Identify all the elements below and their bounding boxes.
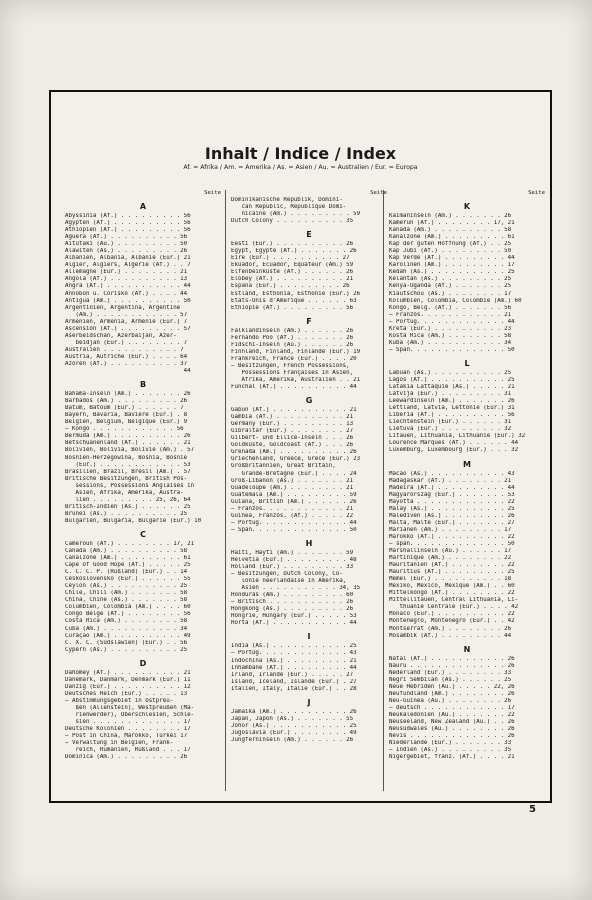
index-entry: Liberia (Af.) . . . . . . . . . . 56	[389, 412, 515, 419]
index-entry: Aitutaki (Au.) . . . . . . . . . 50	[65, 241, 188, 248]
index-entry: nicaine (Am.) . . . . . . . . . 59	[231, 211, 361, 218]
index-entry: Malediven (As.) . . . . . . . . . 26	[389, 512, 515, 519]
section-letter: E	[306, 230, 312, 240]
index-entry: Mittellitauen, Central Lithuania, Li-	[389, 597, 519, 604]
index-entry: Annobon u. Corisko (Af.) . . . . 44	[65, 290, 188, 297]
index-entry: España (Eur.) . . . . . . . . . 26	[231, 283, 350, 290]
index-entry: Mayotta . . . . . . . . . . . . . 22	[389, 498, 515, 505]
index-entry: C. X. C. (Südslawien) (Eur.) . . 56	[65, 639, 188, 646]
index-entry: Belgien, Belgium, Belgique (Eur.) 9	[65, 419, 188, 426]
index-entry: Eesti (Eur.) . . . . . . . . . . 26	[231, 241, 354, 248]
index-entry: Lietuva (Eur.) . . . . . . . . . 32	[389, 426, 512, 433]
index-entry: — Französ. . . . . . . . . . . . 21	[389, 311, 512, 318]
index-entry: Neukaledonien (Au.) . . . . . . . 22	[389, 712, 515, 718]
index-entry: Dominikanische Republik, Domini-	[231, 197, 343, 203]
index-entry: États-Unis d'Amérique . . . . . . 63	[231, 297, 357, 304]
index-entry: Hongkong (As.) . . . . . . . . . 26	[231, 606, 354, 613]
index-entry: Karolinen (Am.) . . . . . . . . . 17	[389, 262, 515, 269]
index-entry: Argentinien, Argentina, Argentine	[65, 304, 181, 311]
index-entry: Montenegro, Monténégro (Eur.) . . 42	[389, 618, 515, 625]
index-entry: Angra (Af.) . . . . . . . . . . . 44	[65, 283, 191, 290]
index-column-3	[389, 190, 545, 793]
index-entry: Latakia Lattaquie (As.) . . . . . 21	[389, 384, 515, 391]
index-entry: — Indien (As.) . . . . . . . . . 35	[389, 747, 512, 754]
index-entry: Indochina (As.) . . . . . . . . . 21	[231, 657, 357, 664]
index-entry: rienwerder), Oberschlesien, Schle-	[65, 712, 195, 718]
index-entry: Negri Sembilan (As.) . . . . . . 25	[389, 676, 512, 683]
index-entry: Nigergebiet, franz. (Af.) . . . . 21	[389, 754, 515, 761]
index-entry: Bulgarien, Bulgaria, Bulgarie (Eur.) 10	[65, 517, 202, 524]
index-entry: Labuan (As.) . . . . . . . . . . 25	[389, 369, 512, 376]
section-letter: B	[139, 380, 147, 390]
index-entry: Guatemala (Am.) . . . . . . . . . 59	[231, 491, 357, 498]
index-entry: Liechtenstein (Eur.) . . . . . . 31	[389, 419, 512, 426]
index-entry: Allemagne (Eur.) . . . . . . . . 21	[65, 269, 188, 276]
section-letter: H	[305, 538, 313, 548]
index-entry: Albanien, Albania, Albanie (Eur.) 21	[65, 255, 191, 262]
index-entry: Litauen, Lithuania, Lithuanie (Eur.) 32	[389, 433, 526, 440]
index-entry: Goldküste, Goldcoast (Af.) . . . 26	[231, 442, 354, 449]
section-letter: N	[463, 644, 471, 654]
section-letter: A	[139, 202, 147, 211]
index-entry: Guadeloupe (Am.) . . . . . . . . 21	[231, 484, 354, 491]
index-entry: Austria, Autriche (Eur.) . . . . 64	[65, 353, 188, 360]
index-entry: Italien, Italy, Italie (Eur.) . . 28	[231, 685, 357, 692]
index-entry: Kap der guten Hoffnung (Af.) . . 25	[389, 241, 512, 248]
index-entry: Abyssinia (Af.) . . . . . . . . . 56	[65, 213, 191, 219]
index-entry: Britisch-Indien (As.) . . . . . . 25	[65, 503, 191, 510]
index-entry: — Franzos. . . . . . . . . . . . 21	[231, 505, 354, 512]
index-entry: Jungferninseln (Am.) . . . . . . 26	[231, 736, 354, 743]
index-entry: Antigua (Am.) . . . . . . . . . . 50	[65, 297, 191, 304]
index-entry: Possessions Françaises in Asien,	[231, 369, 354, 376]
index-entry: Kap Verde (Af.) . . . . . . . . . 44	[389, 255, 515, 262]
index-entry: Elobey (Af.) . . . . . . . . . . 21	[231, 276, 354, 283]
index-entry: Kap Jubi (Af.) . . . . . . . . . 50	[389, 248, 512, 255]
index-entry: Latvija (Eur.) . . . . . . . . . 31	[389, 391, 512, 398]
seite-header: Seite	[528, 190, 545, 196]
index-entry: Island, Iceland, Islande (Eur.) . 27	[231, 678, 357, 685]
index-entry: Bosnien-Herzegowina, Bosnia, Bosnie	[65, 454, 188, 461]
index-entry: Australien . . . . . . . . . . . 7	[65, 346, 184, 353]
index-entry: Asien . . . . . . . . . . . 34, 35	[231, 585, 361, 592]
index-entry: Leewardinseln (Am.) . . . . . . . 26	[389, 398, 515, 405]
index-entry: Malta, Malte (Eur.) . . . . . . . 27	[389, 519, 515, 526]
index-entry: Madagaskar (Af.) . . . . . . . . 21	[389, 477, 512, 484]
index-entry: Neu-Guinea (Au.) . . . . . . . . 26	[389, 697, 512, 704]
index-entry: Azoren (Af.) . . . . . . . . . . 37	[65, 360, 188, 367]
index-entry: Curaçao (Am.) . . . . . . . . . . 49	[65, 632, 191, 639]
index-entry: Mauritius (Af.) . . . . . . . . . 25	[389, 569, 515, 576]
index-entry: 44	[65, 368, 191, 375]
index-entry: Egypt, Égypte (Af.) . . . . . . . 26	[231, 248, 357, 255]
index-entry: Horta (Af.) . . . . . . . . . . . 44	[231, 620, 357, 627]
index-entry: Gibraltar (Eur.) . . . . . . . . 27	[231, 428, 354, 435]
index-entry: Dutch Colony . . . . . . . . . . 35	[231, 218, 354, 225]
index-entry: Bayern, Bavaria, Bavière (Eur.) . 8	[65, 412, 188, 419]
index-entry: Fidschi-Inseln (Au.) . . . . . . 26	[231, 341, 354, 348]
index-entry: — Post in China, Marokko, Türkei 17	[65, 733, 188, 740]
index-entry: Chile, Chili (Am.) . . . . . . . 58	[65, 590, 188, 597]
index-entry: Lettland, Latvia, Lettonie (Eur.) 31	[389, 405, 515, 412]
index-entry: Holland (Eur.) . . . . . . . . . 33	[231, 564, 354, 571]
index-entry: Bermuda (Am.) . . . . . . . . . . 26	[65, 433, 191, 440]
index-entry: Frankreich, France (Eur.) . . . . 20	[231, 355, 357, 362]
index-entry: Neuseeland, New Zealand (Au.) . . 26	[389, 719, 515, 726]
index-entry: Gilbert- und Ellice-Inseln . . . 26	[231, 435, 354, 442]
index-entry: Finnland, Finland, Finlande (Eur.) 19	[231, 348, 361, 355]
page-title: Inhalt / Indice / Index	[204, 144, 397, 163]
index-entry: Kolumbien, Colombia, Colombie (Am.) 60	[389, 297, 522, 304]
index-entry: Estland, Esthonia, Esthonie (Eur.) 26	[231, 290, 361, 297]
index-entry: Griechenland, Greece, Grèce (Eur.) 23	[231, 456, 361, 463]
index-entry: Nevis . . . . . . . . . . . . . . 26	[389, 733, 515, 740]
index-entry: Batum, Batoum (Eur.) . . . . . . 7	[65, 405, 184, 412]
index-entry: Magyarország (Eur.) . . . . . . . 53	[389, 491, 515, 498]
index-column-2	[231, 190, 387, 793]
seite-header: Seite	[370, 190, 387, 196]
index-entry: Angola (Af.) . . . . . . . . . . 13	[65, 276, 188, 283]
index-entry: Helvetia (Eur.) . . . . . . . . . 48	[231, 556, 357, 563]
index-entry: Germany (Eur.) . . . . . . . . . 13	[231, 421, 354, 428]
index-entry: Brasilien, Brazil, Brésil (Am.) . 57	[65, 468, 191, 475]
index-column-1	[65, 190, 221, 793]
index-entry: — Abstimmungsgebiet in Ostpreu-	[65, 697, 174, 704]
index-entry: Malay (As.) . . . . . . . . . . . 25	[389, 505, 515, 512]
index-entry: Johor (As.) . . . . . . . . . . . 25	[231, 722, 357, 729]
index-entry: — Besitzungen, French Possessions,	[231, 362, 350, 369]
index-entry: Mauritanien (Af.) . . . . . . . . 22	[389, 562, 515, 569]
section-letter: F	[306, 316, 312, 326]
index-entry: Cypern (As.) . . . . . . . . . . 25	[65, 646, 188, 653]
index-entry: Irland, Irlande (Eur.) . . . . . 27	[231, 671, 354, 678]
index-entry: Marshallinseln (Au.) . . . . . . 17	[389, 548, 512, 555]
index-entry: Grenada (Am.) . . . . . . . . . . 26	[231, 449, 357, 456]
index-entry: Ascension (Af.) . . . . . . . . . 57	[65, 325, 191, 332]
index-entry: Groß-Libanon (As.) . . . . . . . 21	[231, 477, 354, 484]
index-entry: Canada (Am.) . . . . . . . . . . 58	[65, 548, 188, 555]
index-entry: Aserbeidschan, Azerbaijan, Azer-	[65, 332, 177, 339]
index-entry: — Britisch . . . . . . . . . . . 26	[231, 599, 354, 606]
index-entry: Cape of Good Hope (Af.) . . . . . 25	[65, 562, 191, 569]
index-entry: Kenya-Uganda (Af.) . . . . . . . 25	[389, 283, 512, 290]
index-entry: Niederlande (Eur.) . . . . . . . 33	[389, 740, 512, 747]
index-entry: Kanalzone (Am.) . . . . . . . . . 61	[389, 234, 515, 241]
index-entry: Ekuador, Ecuador, Equateur (Am.) 59	[231, 262, 354, 269]
index-entry: — Kongo . . . . . . . . . . . . 56	[65, 426, 184, 433]
section-letter: M	[463, 459, 471, 469]
index-entry: Luxemburg, Luxembourg (Eur.) . . . 32	[389, 447, 519, 454]
index-entry: thuanie Centrale (Eur.) . . . . 42	[389, 604, 519, 611]
index-entry: Kiautschou (As.) . . . . . . . . 17	[389, 290, 512, 297]
index-entry: Bolivien, Bolivia, Bolivie (Am.) . 57	[65, 447, 195, 454]
index-entry: — Span. . . . . . . . . . . . . . 50	[389, 346, 515, 353]
index-entry: — span. . . . . . . . . . . . . . 50	[389, 540, 515, 547]
index-entry: Congo Belge (Af.) . . . . . . . . 56	[65, 611, 191, 618]
index-entry: (Am.) . . . . . . . . . . . . 57	[65, 311, 188, 318]
index-entry: — Span. . . . . . . . . . . . . . 50	[231, 526, 357, 533]
index-entry: Canalzone (Am.) . . . . . . . . . 61	[65, 555, 191, 562]
index-entry: Kongo, Belg. (Af.) . . . . . . . 56	[389, 304, 512, 311]
section-letter: G	[305, 396, 313, 406]
index-entry: Costa Rica (Am.) . . . . . . . . 58	[65, 618, 188, 625]
index-entry: Jamaika (Am.) . . . . . . . . . . 26	[231, 708, 357, 715]
index-entry: Martinique (Am.) . . . . . . . . 22	[389, 555, 512, 562]
section-letter: J	[307, 697, 311, 707]
index-entry: sessions, Possessions Anglaises in	[65, 482, 195, 489]
index-entry: Haiti, Hayti (Am.) . . . . . . . 59	[231, 549, 354, 556]
index-entry: Alawiten (As.) . . . . . . . . . 26	[65, 248, 188, 255]
index-entry: Elfenbeinküste (Af.) . . . . . . 26	[231, 269, 354, 276]
index-entry: ßen (Allenstein), Westpreußen (Ma-	[65, 704, 195, 711]
index-entry: lien . . . . . . . . . 25, 26, 64	[65, 496, 191, 503]
index-entry: Kreta (Eur.) . . . . . . . . . . 23	[389, 325, 512, 332]
index-entry: Madeira (Af.) . . . . . . . . . . 44	[389, 484, 515, 491]
index-entry: Ceskoslovensko (Eur.) . . . . . . 55	[65, 576, 191, 583]
section-letter: C	[140, 529, 146, 539]
index-entry: Mosambik (Af.) . . . . . . . . . 44	[389, 632, 512, 639]
index-entry: Äthiopien (Af.) . . . . . . . . . 56	[65, 227, 191, 234]
index-entry: Danzig (Eur.) . . . . . . . . . . 12	[65, 683, 191, 690]
index-entry: beidjan (Eur.) . . . . . . . . 7	[65, 339, 188, 346]
index-entry: Kaimaninseln (Am.) . . . . . . . 26	[389, 213, 512, 219]
index-entry: Monaco (Eur.) . . . . . . . . . . 22	[389, 611, 515, 618]
index-entry: Memel (Eur.) . . . . . . . . . . 18	[389, 576, 512, 583]
index-entry: Grande-Bretagne (Eur.) . . . . 24	[231, 470, 357, 477]
column-divider	[225, 190, 226, 791]
index-entry: Deutsche Kolonien . . . . . . . . 17	[65, 726, 191, 733]
index-entry: sien . . . . . . . . . . . . . 17	[65, 719, 191, 726]
index-entry: Kedah (As.) . . . . . . . . . . . 25	[389, 269, 515, 276]
index-entry: Gambia (Af.) . . . . . . . . . . 21	[231, 414, 354, 421]
index-entry: Aguera (Af.) . . . . . . . . . . 56	[65, 234, 188, 241]
index-entry: — deutsch . . . . . . . . . . . . 17	[389, 704, 515, 711]
index-entry: — Portug. . . . . . . . . . . . . 44	[231, 519, 357, 526]
index-entry: C. C. C. P. (Rußland) (Eur.) . . 14	[65, 569, 188, 576]
index-entry: Algier, Algiers, Algérie (Af.) . . 7	[65, 262, 191, 269]
index-entry: Japan, Japon (As.) . . . . . . . 55	[231, 715, 354, 722]
index-entry: Asien, Afrika, Amerika, Austra-	[65, 489, 184, 496]
index-entry: Fernando Poo (Af.) . . . . . . . 26	[231, 334, 354, 341]
index-entry: Kelantan (As.) . . . . . . . . . 25	[389, 276, 512, 283]
index-entry: lonie néerlandaise in Amerika,	[231, 578, 347, 585]
index-entry: Bahama-Inseln (Am.) . . . . . . . 26	[65, 391, 191, 398]
index-entry: Natal (Af.) . . . . . . . . . . . 26	[389, 655, 515, 662]
index-entry: can Republic, République Domi-	[231, 204, 347, 211]
index-entry: Neufundland (Am.) . . . . . . . . 26	[389, 690, 515, 697]
index-entry: Guiana, British (Am.) . . . . . . 26	[231, 498, 357, 505]
index-entry: China, Chine (As.) . . . . . . . 58	[65, 597, 188, 604]
index-entry: Jugoslavia (Eur.) . . . . . . . . 49	[231, 729, 357, 736]
index-entry: Marianen (Am.) . . . . . . . . . 17	[389, 526, 512, 533]
index-entry: Gabun (Af.) . . . . . . . . . . . 21	[231, 407, 357, 414]
index-entry: Funchal (Af.) . . . . . . . . . . 44	[231, 384, 357, 391]
index-entry: — Portug. . . . . . . . . . . . . 44	[389, 318, 515, 325]
index-entry: Betschuanenland (Af.) . . . . . . 21	[65, 440, 191, 447]
index-entry: Dänemark, Danmark, Denmark (Eur.) 11	[65, 676, 191, 683]
section-letter: L	[464, 358, 470, 368]
index-entry: Armenien, Armenia, Arménie (Eur.) 7	[65, 318, 188, 325]
index-entry: Kamerun (Af.) . . . . . . . . 17, 21	[389, 220, 515, 227]
index-entry: Marokko (Af.) . . . . . . . . . . 22	[389, 533, 515, 540]
index-entry: Ägypten (Af.) . . . . . . . . . . 56	[65, 220, 191, 227]
index-entry: Mexiko, Mexico, Mexique (Am.) . . 60	[389, 583, 515, 590]
index-entry: Honduras (Am.) . . . . . . . . . 60	[231, 592, 354, 599]
index-entry: Kuba (Am.) . . . . . . . . . . . 34	[389, 339, 512, 346]
section-letter: D	[139, 658, 147, 668]
index-entry: Neusüdwales (Au.) . . . . . . . . 26	[389, 726, 515, 733]
section-letter: K	[463, 202, 471, 211]
index-entry: Hongrie, Hungary (Eur.) . . . . . 53	[231, 613, 357, 620]
index-entry: Eire (Eur.) . . . . . . . . . . 27	[231, 255, 350, 262]
index-entry: Mittelkongo (Af.) . . . . . . . . 22	[389, 590, 515, 597]
index-entry: Dahomey (Af.) . . . . . . . . . . 21	[65, 669, 191, 676]
page-number: 5	[529, 804, 536, 815]
index-entry: Kosta Rica (Am.) . . . . . . . . 58	[389, 332, 512, 339]
index-entry: Nauru . . . . . . . . . . . . . . 26	[389, 662, 515, 669]
index-entry: Afrika, Amerika, Australien . . 21	[231, 376, 361, 383]
index-entry: India (As.) . . . . . . . . . . . 25	[231, 643, 357, 650]
index-entry: Cuba (Am.) . . . . . . . . . . . 34	[65, 625, 188, 632]
index-entry: Columbien, Colombia (Am.) . . . . 60	[65, 604, 191, 611]
index-entry: Macao (As.) . . . . . . . . . . . 43	[389, 470, 515, 477]
index-entry: reich, Rumänien, Rußland . . . 17	[65, 747, 191, 754]
index-entry: — Portug. . . . . . . . . . . . . 43	[231, 650, 357, 657]
index-entry: Nederland (Eur.) . . . . . . . . 33	[389, 669, 512, 676]
index-entry: Éthiopie (Af.) . . . . . . . . . 56	[231, 304, 354, 311]
index-entry: Lagos (Af.) . . . . . . . . . . . 25	[389, 376, 515, 383]
index-entry: Inhambane (Af.) . . . . . . . . . 44	[231, 664, 357, 671]
index-entry: Kanada (Am.) . . . . . . . . . . 58	[389, 227, 512, 234]
seite-header: Seite	[204, 190, 221, 196]
index-entry: Ceylon (As.) . . . . . . . . . . 25	[65, 583, 188, 590]
index-frame	[49, 90, 552, 815]
index-entry: Dominica (Am.) . . . . . . . . . 26	[65, 754, 188, 761]
index-entry: Guinea, Französ. (Af.) . . . . . 22	[231, 512, 354, 519]
index-entry: Barbados (Am.) . . . . . . . . . 26	[65, 398, 188, 405]
index-entry: Neue Hebriden (Au.) . . . . . 22, 26	[389, 683, 515, 690]
index-entry: Falklandinseln (Am.) . . . . . . 26	[231, 327, 354, 334]
index-entry: (Eur.) . . . . . . . . . . . . 53	[65, 461, 191, 468]
index-entry: Montserrat (Am.) . . . . . . . . 26	[389, 625, 512, 632]
index-entry: Brunei (As.) . . . . . . . . . . 25	[65, 510, 188, 517]
index-entry: — Verwaltung in Belgien, Frank-	[65, 740, 174, 747]
index-entry: Cameroun (Af.) . . . . . . . . 17, 21	[65, 540, 195, 547]
abbreviation-legend: Af. = Afrika / Am. = Amerika / As. = Asien / Au. = Australien / Eur. = Europa	[183, 164, 418, 171]
index-entry: — Besitzungen, Dutch Colony, Co-	[231, 571, 343, 578]
index-entry: Deutsches Reich (Eur.) . . . . . 13	[65, 690, 188, 697]
index-entry: Lourence Marques (Af.) . . . . . . 44	[389, 440, 519, 447]
index-entry: Britische Besitzungen, British Pos-	[65, 475, 188, 482]
section-letter: I	[307, 632, 311, 642]
index-entry: Großbritannien, Great Britain,	[231, 463, 336, 470]
